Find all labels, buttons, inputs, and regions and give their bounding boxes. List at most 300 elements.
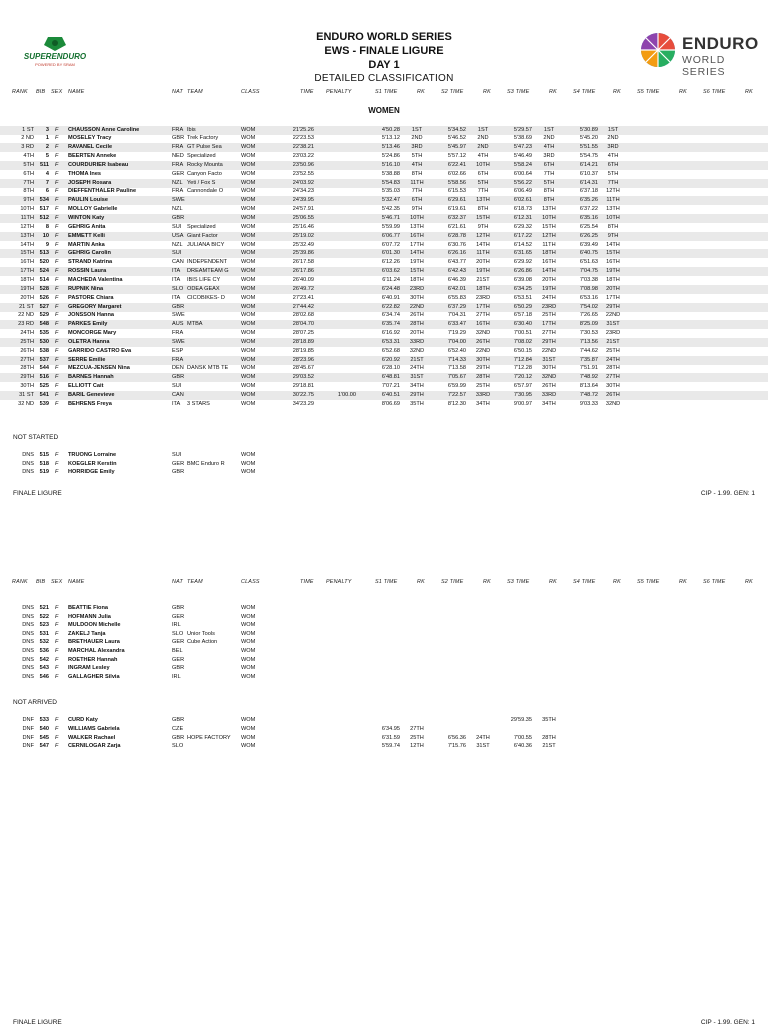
cell-bib: 540 bbox=[39, 725, 49, 732]
cell-nat: NED bbox=[172, 153, 184, 160]
col-s5: S5 TIME bbox=[637, 579, 660, 585]
cell-nat: ITA bbox=[172, 268, 181, 275]
cell-sex: F bbox=[55, 170, 59, 177]
cell-cls: WOM bbox=[241, 294, 256, 301]
cell-r3: 12TH bbox=[542, 232, 556, 239]
col-class: CLASS bbox=[241, 579, 260, 585]
cell-name: SERRE Emilie bbox=[68, 356, 106, 363]
cell-bib: 527 bbox=[39, 303, 49, 310]
cell-s2: 6'30.76 bbox=[447, 241, 466, 248]
cell-s2: 6'29.61 bbox=[447, 197, 466, 204]
cell-time: 26'17.58 bbox=[292, 259, 314, 266]
cell-sex: F bbox=[55, 303, 59, 310]
footer-right: CIP - 1.99. GEN: 1 bbox=[700, 1019, 755, 1026]
table-row bbox=[0, 373, 768, 382]
cell-r2: 20TH bbox=[476, 259, 490, 266]
table-row bbox=[0, 134, 768, 143]
cell-nat: NZL bbox=[172, 206, 183, 213]
cell-s1: 6'07.72 bbox=[381, 241, 400, 248]
cell-s3: 6'12.31 bbox=[513, 215, 532, 221]
cell-s2: 8'12.30 bbox=[447, 400, 466, 407]
cell-rank: 4TH bbox=[23, 153, 34, 160]
cell-name: GEHRIG Carolin bbox=[68, 250, 111, 257]
cell-cls: WOM bbox=[241, 613, 256, 620]
cell-sex: F bbox=[55, 197, 59, 204]
col-class: CLASS bbox=[241, 89, 260, 95]
cell-time: 23'03.22 bbox=[292, 153, 314, 160]
cell-rank: 22 ND bbox=[18, 312, 34, 319]
footer-page2 bbox=[0, 1019, 768, 1029]
cell-bib: 539 bbox=[39, 400, 49, 407]
cell-name: HOFMANN Julia bbox=[68, 613, 111, 620]
cell-sex: F bbox=[55, 356, 59, 363]
cell-s1: 5'16.10 bbox=[381, 161, 400, 168]
col-rk2: RK bbox=[483, 89, 491, 95]
cell-name: ELLIOTT Cait bbox=[68, 383, 104, 390]
cell-s2: 6'22.41 bbox=[447, 161, 466, 168]
cell-sex: F bbox=[55, 639, 59, 646]
cell-sex: F bbox=[55, 179, 59, 186]
cell-r2: 12TH bbox=[476, 232, 490, 239]
cell-cls: WOM bbox=[241, 321, 256, 328]
table-row bbox=[0, 673, 768, 682]
cell-s3: 7'00.55 bbox=[513, 734, 532, 741]
cell-name: OLETRA Hanna bbox=[68, 338, 110, 345]
cell-rank: DNF bbox=[22, 743, 34, 750]
cell-team: HOPE FACTORY bbox=[187, 734, 231, 741]
cell-time: 28'18.89 bbox=[292, 338, 314, 345]
cell-nat: SWE bbox=[172, 197, 185, 204]
cell-time: 28'19.85 bbox=[292, 347, 314, 354]
cell-cls: WOM bbox=[241, 365, 256, 372]
col-name: NAME bbox=[68, 579, 85, 585]
cell-r4: 8TH bbox=[607, 223, 619, 230]
cell-cls: WOM bbox=[241, 153, 256, 160]
cell-bib: 545 bbox=[39, 734, 49, 741]
col-s4: S4 TIME bbox=[573, 89, 596, 95]
cell-s1: 6'22.82 bbox=[381, 303, 400, 310]
cell-nat: SWE bbox=[172, 338, 185, 345]
cell-s2: 6'42.43 bbox=[447, 268, 466, 275]
table-row bbox=[0, 329, 768, 338]
cell-r1: 4TH bbox=[411, 161, 423, 168]
cell-bib: 512 bbox=[39, 215, 49, 221]
cell-cls: WOM bbox=[241, 135, 256, 142]
cell-s3: 6'30.40 bbox=[513, 321, 532, 328]
cell-s1: 6'34.95 bbox=[381, 725, 400, 732]
cell-s4: 7'08.98 bbox=[579, 285, 598, 292]
cell-s1: 6'12.26 bbox=[381, 259, 400, 266]
cell-r4: 4TH bbox=[607, 153, 619, 160]
cell-r3: 1ST bbox=[543, 126, 555, 133]
cell-r1: 24TH bbox=[410, 365, 424, 372]
cell-cls: WOM bbox=[241, 170, 256, 177]
cell-r1: 26TH bbox=[410, 312, 424, 319]
table-row bbox=[0, 170, 768, 179]
cell-bib: 530 bbox=[39, 338, 49, 345]
cell-cls: WOM bbox=[241, 276, 256, 283]
col-nat: NAT bbox=[172, 89, 183, 95]
cell-s3: 6'17.22 bbox=[513, 232, 532, 239]
cell-s4: 6'25.54 bbox=[579, 223, 598, 230]
cell-s3: 6'29.92 bbox=[513, 259, 532, 266]
table-row bbox=[0, 241, 768, 250]
cell-r3: 8TH bbox=[543, 188, 555, 195]
cell-s3: 6'53.51 bbox=[513, 294, 532, 301]
cell-r4: 13TH bbox=[606, 206, 620, 213]
cell-time: 24'34.23 bbox=[292, 188, 314, 195]
cell-time: 29'18.81 bbox=[292, 383, 314, 390]
cell-name: COURDURIER Isabeau bbox=[68, 161, 129, 168]
cell-s1: 6'11.24 bbox=[382, 276, 400, 283]
cell-r3: 6TH bbox=[543, 161, 555, 168]
cell-time: 28'07.25 bbox=[292, 330, 314, 337]
cell-r2: 2ND bbox=[477, 135, 489, 142]
cell-cls: WOM bbox=[241, 206, 256, 213]
cell-name: BARNES Hannah bbox=[68, 374, 114, 381]
cell-name: MOLLOY Gabrielle bbox=[68, 206, 118, 213]
cell-s1: 6'34.74 bbox=[381, 312, 400, 319]
cell-cls: WOM bbox=[241, 383, 256, 390]
cell-s2: 6'59.99 bbox=[447, 383, 466, 390]
cell-r1: 22ND bbox=[409, 303, 425, 310]
cell-s2: 5'58.56 bbox=[447, 179, 466, 186]
cell-time: 26'49.72 bbox=[292, 285, 314, 292]
cell-r3: 13TH bbox=[542, 206, 556, 213]
cell-r4: 7TH bbox=[607, 179, 619, 186]
cell-name: PARKES Emily bbox=[68, 321, 108, 328]
col-s6: S6 TIME bbox=[703, 579, 726, 585]
cell-r2: 30TH bbox=[476, 356, 490, 363]
table-row bbox=[0, 276, 768, 285]
cell-s4: 7'13.56 bbox=[579, 338, 598, 345]
cell-r2: 24TH bbox=[476, 734, 490, 741]
cell-s3: 6'39.08 bbox=[513, 276, 532, 283]
cell-name: DIEFFENTHALER Pauline bbox=[68, 188, 137, 195]
cell-s3: 7'12.84 bbox=[513, 356, 532, 363]
col-s3: S3 TIME bbox=[507, 89, 530, 95]
cell-cls: WOM bbox=[241, 639, 256, 646]
cell-bib: 544 bbox=[39, 365, 49, 372]
cell-r3: 25TH bbox=[542, 312, 556, 319]
cell-rank: 19TH bbox=[20, 285, 34, 292]
cell-r2: 10TH bbox=[476, 161, 490, 168]
cell-r2: 14TH bbox=[476, 241, 490, 248]
cell-bib: 2 bbox=[45, 144, 49, 151]
cell-r3: 17TH bbox=[542, 321, 556, 328]
cell-s4: 7'44.62 bbox=[579, 347, 598, 354]
cell-s3: 5'47.23 bbox=[513, 144, 532, 151]
cell-s3: 6'00.64 bbox=[513, 170, 532, 177]
cell-r4: 1ST bbox=[607, 126, 619, 133]
cell-s2: 6'32.37 bbox=[447, 215, 466, 221]
cell-s4: 9'03.33 bbox=[579, 400, 598, 407]
cell-rank: 18TH bbox=[20, 276, 34, 283]
cell-name: MACHEDA Valentina bbox=[68, 276, 123, 283]
cell-r4: 29TH bbox=[606, 303, 620, 310]
cell-sex: F bbox=[55, 725, 59, 732]
table-row bbox=[0, 320, 768, 329]
cell-s3: 6'26.86 bbox=[513, 268, 532, 275]
cell-team: Cube Action bbox=[187, 639, 218, 646]
cell-r1: 28TH bbox=[410, 321, 424, 328]
col-s2: S2 TIME bbox=[441, 89, 464, 95]
cell-s1: 6'20.92 bbox=[381, 356, 400, 363]
cell-rank: 15TH bbox=[20, 250, 34, 257]
cell-nat: GBR bbox=[172, 135, 185, 142]
cell-r2: 31ST bbox=[476, 743, 490, 750]
cell-cls: WOM bbox=[241, 268, 256, 275]
cell-s3: 5'58.24 bbox=[513, 161, 532, 168]
cell-r3: 24TH bbox=[542, 294, 556, 301]
cell-s4: 6'14.31 bbox=[579, 179, 598, 186]
cell-r2: 26TH bbox=[476, 338, 490, 345]
cell-r1: 6TH bbox=[411, 197, 423, 204]
cell-r4: 12TH bbox=[606, 188, 620, 195]
cell-r1: 2ND bbox=[411, 135, 423, 142]
cell-time: 28'02.68 bbox=[292, 312, 314, 319]
cell-rank: DNS bbox=[22, 639, 34, 646]
cell-r4: 26TH bbox=[606, 392, 620, 398]
cell-s1: 6'35.74 bbox=[381, 321, 400, 328]
cell-r4: 31ST bbox=[606, 321, 620, 328]
cell-cls: WOM bbox=[241, 356, 256, 363]
col-bib: BIB bbox=[36, 89, 46, 95]
cell-cls: WOM bbox=[241, 161, 256, 168]
cell-r4: 21ST bbox=[606, 338, 620, 345]
cell-s2: 6'15.53 bbox=[447, 188, 466, 195]
table-row bbox=[0, 391, 768, 400]
cell-sex: F bbox=[55, 734, 59, 741]
cell-cls: WOM bbox=[241, 648, 256, 654]
cell-r1: 18TH bbox=[410, 276, 424, 283]
cell-bib: 522 bbox=[39, 613, 49, 620]
table-row bbox=[0, 187, 768, 196]
cell-s3: 7'12.28 bbox=[513, 365, 532, 372]
cell-r1: 17TH bbox=[410, 241, 424, 248]
cell-name: KOEGLER Kerstin bbox=[68, 460, 117, 467]
cell-r4: 30TH bbox=[606, 383, 620, 390]
cell-s1: 6'53.31 bbox=[381, 338, 400, 345]
cell-s3: 6'50.29 bbox=[513, 303, 532, 310]
cell-rank: 20TH bbox=[20, 294, 34, 301]
cell-bib: 515 bbox=[39, 452, 49, 458]
cell-r4: 25TH bbox=[606, 347, 620, 354]
cell-nat: ITA bbox=[172, 400, 181, 407]
cell-s1: 5'32.47 bbox=[381, 197, 400, 204]
cell-rank: 1 ST bbox=[22, 126, 34, 133]
cell-team: Specialized bbox=[187, 153, 216, 160]
cell-sex: F bbox=[55, 648, 59, 654]
cell-r4: 6TH bbox=[607, 161, 619, 168]
cell-cls: WOM bbox=[241, 392, 256, 398]
cell-s1: 5'42.35 bbox=[381, 206, 400, 213]
cell-rank: DNS bbox=[22, 673, 34, 680]
cell-s4: 7'54.02 bbox=[579, 303, 598, 310]
table-row bbox=[0, 196, 768, 205]
cell-time: 23'52.55 bbox=[292, 170, 314, 177]
cell-name: BARIL Genevieve bbox=[68, 392, 115, 398]
cell-nat: SWE bbox=[172, 312, 185, 319]
table-row bbox=[0, 249, 768, 258]
cell-s1: 5'59.74 bbox=[381, 743, 400, 750]
cell-s4: 8'13.64 bbox=[579, 383, 598, 390]
cell-name: WILLIAMS Gabriela bbox=[68, 725, 120, 732]
table-row bbox=[0, 179, 768, 188]
cell-s3: 7'08.02 bbox=[513, 338, 532, 345]
cell-bib: 516 bbox=[39, 374, 49, 381]
cell-sex: F bbox=[55, 215, 59, 221]
table-row bbox=[0, 232, 768, 241]
cell-cls: WOM bbox=[241, 630, 256, 637]
table-row bbox=[0, 294, 768, 303]
cell-r1: 14TH bbox=[410, 250, 424, 257]
section-title-women: WOMEN bbox=[368, 106, 400, 115]
cell-r3: 27TH bbox=[542, 330, 556, 337]
cell-s1: 6'48.81 bbox=[381, 374, 400, 381]
table-row bbox=[0, 258, 768, 267]
cell-cls: WOM bbox=[241, 734, 256, 741]
cell-team: Canyon Facto bbox=[187, 170, 222, 177]
cell-sex: F bbox=[55, 144, 59, 151]
cell-r2: 16TH bbox=[476, 321, 490, 328]
cell-s2: 7'05.67 bbox=[447, 374, 466, 381]
col-bib: BIB bbox=[36, 579, 46, 585]
cell-sex: F bbox=[55, 135, 59, 142]
cell-sex: F bbox=[55, 347, 59, 354]
cell-cls: WOM bbox=[241, 656, 256, 663]
cell-nat: SUI bbox=[172, 250, 182, 257]
cell-rank: 25TH bbox=[20, 338, 34, 345]
cell-s1: 7'07.21 bbox=[381, 383, 400, 390]
cell-bib: 1 bbox=[45, 135, 49, 142]
cell-name: BEATTIE Fiona bbox=[68, 605, 108, 611]
cell-rank: DNS bbox=[22, 622, 34, 629]
cell-nat: AUS bbox=[172, 321, 184, 328]
cell-name: GREGORY Margaret bbox=[68, 303, 122, 310]
cell-nat: GBR bbox=[172, 469, 185, 476]
cell-cls: WOM bbox=[241, 400, 256, 407]
cell-nat: GBR bbox=[172, 665, 185, 672]
cell-s3: 6'18.73 bbox=[513, 206, 532, 213]
cell-rank: 31 ST bbox=[19, 392, 34, 398]
cell-s4: 6'53.16 bbox=[579, 294, 598, 301]
cell-s2: 5'45.97 bbox=[447, 144, 466, 151]
col-time: TIME bbox=[300, 579, 314, 585]
cell-rank: DNS bbox=[22, 656, 34, 663]
cell-sex: F bbox=[55, 392, 59, 398]
col-time: TIME bbox=[300, 89, 314, 95]
cell-s3: 6'06.49 bbox=[513, 188, 532, 195]
cell-r2: 13TH bbox=[476, 197, 490, 204]
cell-s3: 7'00.51 bbox=[513, 330, 532, 337]
cell-name: BEERTEN Anneke bbox=[68, 153, 117, 160]
cell-cls: WOM bbox=[241, 338, 256, 345]
cell-r1: 10TH bbox=[410, 215, 424, 221]
cell-nat: CAN bbox=[172, 259, 184, 266]
cell-cls: WOM bbox=[241, 215, 256, 221]
world-series-logo-word: WORLD SERIES bbox=[682, 54, 726, 78]
cell-r2: 7TH bbox=[477, 188, 489, 195]
cell-cls: WOM bbox=[241, 717, 256, 723]
table-row bbox=[0, 364, 768, 373]
cell-s1: 6'28.10 bbox=[381, 365, 400, 372]
cell-time: 27'44.42 bbox=[292, 303, 314, 310]
cell-sex: F bbox=[55, 250, 59, 257]
page-subtitle: DETAILED CLASSIFICATION bbox=[314, 73, 454, 84]
cell-team: Cannondale O bbox=[187, 188, 224, 195]
cell-r2: 6TH bbox=[477, 170, 489, 177]
cell-r1: 30TH bbox=[410, 294, 424, 301]
cell-r2: 33RD bbox=[475, 392, 491, 398]
cell-s4: 5'51.55 bbox=[579, 144, 598, 151]
cell-rank: DNS bbox=[22, 665, 34, 672]
cell-sex: F bbox=[55, 365, 59, 372]
cell-nat: SUI bbox=[172, 452, 182, 458]
cell-sex: F bbox=[55, 673, 59, 680]
cell-time: 28'23.96 bbox=[292, 356, 314, 363]
cell-rank: 6TH bbox=[23, 170, 34, 177]
cell-s4: 6'35.26 bbox=[579, 197, 598, 204]
cell-nat: GBR bbox=[172, 734, 185, 741]
cell-team: DREAMTEAM G bbox=[187, 268, 229, 275]
cell-s2: 6'33.47 bbox=[447, 321, 466, 328]
cell-bib: 529 bbox=[39, 312, 49, 319]
cell-r1: 16TH bbox=[410, 232, 424, 239]
cell-nat: FRA bbox=[172, 161, 184, 168]
cell-time: 28'45.67 bbox=[292, 365, 314, 372]
cell-team: BMC Enduro R bbox=[187, 460, 225, 467]
col-rk4: RK bbox=[613, 579, 621, 585]
cell-team: Specialized bbox=[187, 223, 216, 230]
cell-cls: WOM bbox=[241, 188, 256, 195]
cell-rank: DNS bbox=[22, 613, 34, 620]
cell-r1: 35TH bbox=[410, 400, 424, 407]
cell-nat: ITA bbox=[172, 276, 181, 283]
cell-rank: DNS bbox=[22, 630, 34, 637]
cell-r1: 1ST bbox=[411, 126, 423, 133]
cell-nat: SLO bbox=[172, 285, 184, 292]
cell-rank: DNF bbox=[22, 725, 34, 732]
cell-nat: FRA bbox=[172, 188, 184, 195]
cell-r1: 7TH bbox=[411, 188, 423, 195]
cell-s1: 6'24.48 bbox=[381, 285, 400, 292]
cell-time: 25'32.49 bbox=[292, 241, 314, 248]
cell-rank: 13TH bbox=[20, 232, 34, 239]
cell-r2: 8TH bbox=[477, 206, 489, 213]
cell-r2: 23RD bbox=[475, 294, 491, 301]
cell-r1: 31ST bbox=[410, 374, 424, 381]
cell-rank: DNF bbox=[22, 734, 34, 741]
table-row bbox=[0, 734, 768, 743]
cell-s2: 7'04.31 bbox=[447, 312, 466, 319]
cell-nat: GBR bbox=[172, 215, 185, 221]
cell-bib: 546 bbox=[39, 673, 49, 680]
cell-rank: 21 ST bbox=[19, 303, 34, 310]
cell-s4: 7'51.91 bbox=[579, 365, 598, 372]
cell-s4: 6'26.25 bbox=[579, 232, 598, 239]
cell-time: 22'23.53 bbox=[292, 135, 314, 142]
cell-r2: 15TH bbox=[476, 215, 490, 221]
cell-rank: 11TH bbox=[20, 215, 34, 221]
col-s3: S3 TIME bbox=[507, 579, 530, 585]
cell-time: 34'23.29 bbox=[292, 400, 314, 407]
cell-bib: 519 bbox=[39, 469, 49, 476]
cell-cls: WOM bbox=[241, 605, 256, 611]
cell-r1: 11TH bbox=[410, 179, 424, 186]
cell-bib: 518 bbox=[39, 460, 49, 467]
cell-s2: 6'37.29 bbox=[447, 303, 466, 310]
